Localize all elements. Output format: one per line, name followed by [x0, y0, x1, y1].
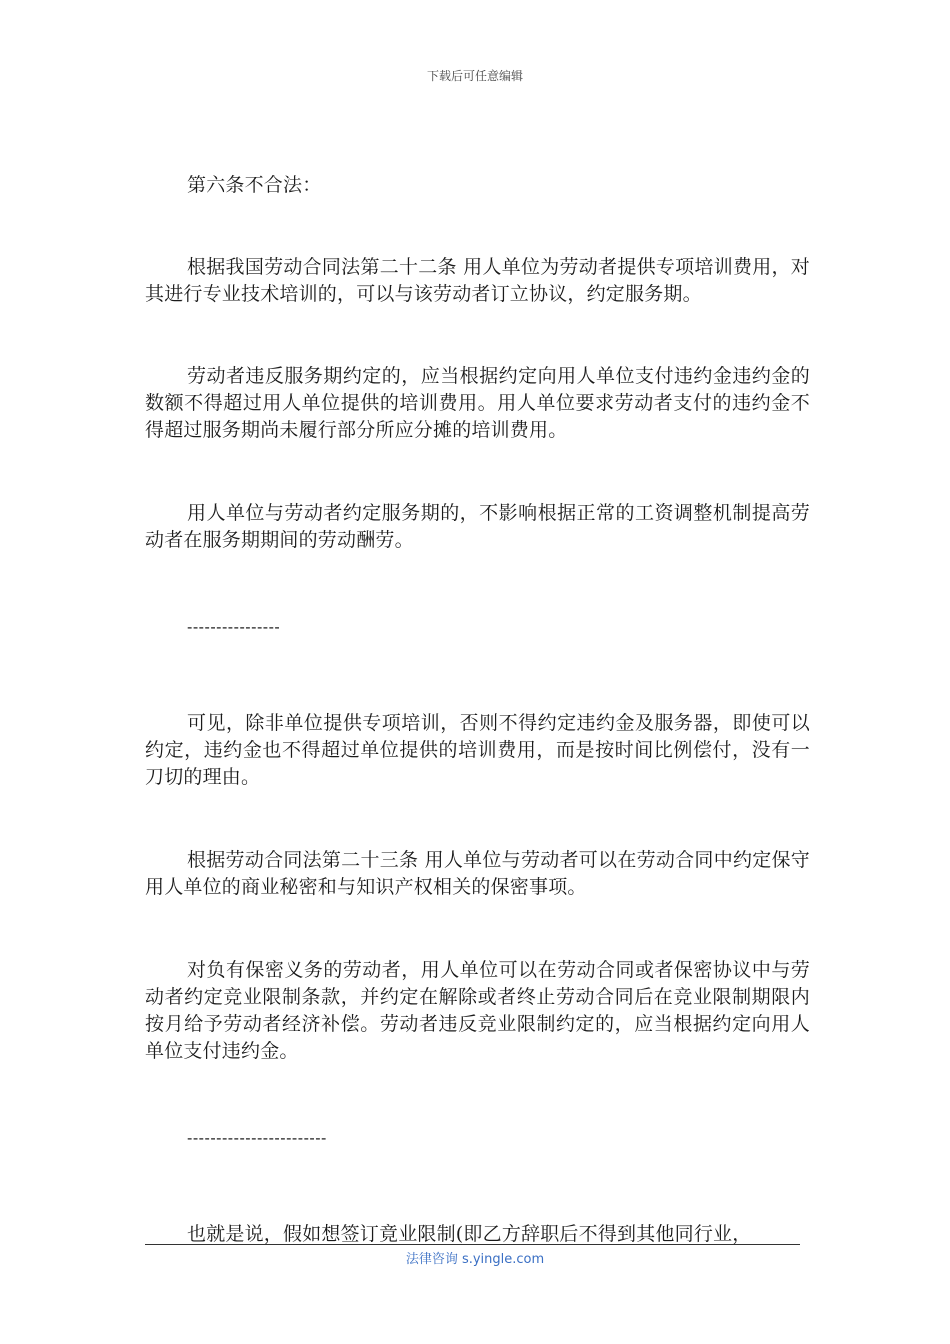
paragraph-7: 对负有保密义务的劳动者，用人单位可以在劳动合同或者保密协议中与劳动者约定竞业限制条款，并约定在解除或者终止劳动合同后在竞业限制期限内按月给予劳动者经济补偿。劳动者违反竞业限制约定的，应当根据约定向用人单位支付违约金。 [145, 959, 810, 1062]
paragraph-3: 劳动者违反服务期约定的，应当根据约定向用人单位支付违约金违约金的数额不得超过用人单位提供的培训费用。用人单位要求劳动者支付的违约金不得超过服务期尚未履行部分所应分摊的培训费用。 [145, 365, 810, 441]
separator-1: ---------------- [187, 619, 281, 636]
paragraph-6: 根据劳动合同法第二十三条 用人单位与劳动者可以在劳动合同中约定保守用人单位的商业秘密和与知识产权相关的保密事项。 [145, 849, 810, 898]
footer-divider [145, 1244, 800, 1245]
page-footer-link[interactable]: 法律咨询 s.yingle.com [405, 1252, 545, 1267]
paragraph-4: 用人单位与劳动者约定服务期的，不影响根据正常的工资调整机制提高劳动者在服务期期间的劳动酬劳。 [145, 502, 810, 551]
page-header: 下载后可任意编辑 [426, 69, 523, 83]
separator-2: ------------------------ [187, 1130, 327, 1147]
paragraph-8: 也就是说，假如想签订竟业限制(即乙方辞职后不得到其他同行业， [187, 1223, 752, 1245]
document-body [145, 172, 810, 1248]
paragraph-2: 根据我国劳动合同法第二十二条 用人单位为劳动者提供专项培训费用，对其进行专业技术培训的，可以与该劳动者订立协议，约定服务期。 [145, 256, 810, 305]
paragraph-5: 可见，除非单位提供专项培训，否则不得约定违约金及服务器，即使可以约定，违约金也不得超过单位提供的培训费用，而是按时间比例偿付，没有一刀切的理由。 [145, 712, 810, 788]
paragraph-1: 第六条不合法： [187, 174, 322, 196]
